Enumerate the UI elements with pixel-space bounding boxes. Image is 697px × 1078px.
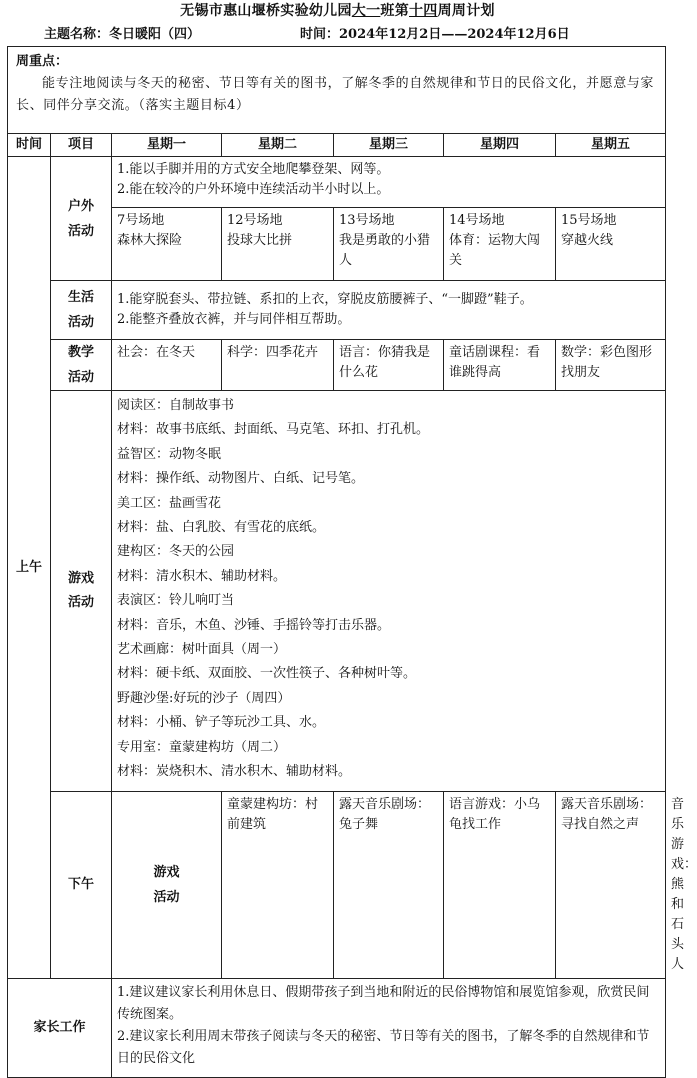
outdoor-label-2: 活动 xyxy=(67,223,94,239)
parent-row xyxy=(8,979,666,1078)
pm-game-label xyxy=(112,792,222,979)
game-activity-label xyxy=(51,391,112,792)
week-focus xyxy=(8,47,666,134)
theme-label: 主题名称： xyxy=(44,27,110,42)
pm-tuesday: 露天音乐剧场：兔子舞 xyxy=(334,792,444,979)
game-line: 阅读区：自制故事书 xyxy=(117,398,235,413)
field-number: 12号场地 xyxy=(227,213,283,228)
focus-text: 能专注地阅读与冬天的秘密、节日等有关的图书，了解冬季的自然规律和节日的民俗文化，并愿意与家长、同伴分享交流。（落实主题目标4） xyxy=(16,76,655,113)
activity-name: 体育：运物大闯关 xyxy=(449,233,541,268)
teaching-row xyxy=(8,340,666,391)
game-line: 建构区：冬天的公园 xyxy=(117,544,235,560)
life-row xyxy=(8,281,666,340)
outdoor-goal: 1.能以手脚并用的方式安全地爬攀登架、网等。 xyxy=(117,162,390,177)
header-item: 项目 xyxy=(51,134,112,157)
morning-label: 上午 xyxy=(8,157,51,979)
theme-line xyxy=(44,27,200,43)
title-suffix: 周周计划 xyxy=(437,3,495,19)
school-name: 无锡市惠山堰桥实验幼儿园 xyxy=(180,3,352,19)
pm-wednesday: 语言游戏：小乌龟找工作 xyxy=(444,792,556,979)
time-value: 2024年12月2日——2024年12月6日 xyxy=(339,27,570,42)
outdoor-tuesday xyxy=(222,208,334,281)
field-number: 14号场地 xyxy=(449,213,505,228)
game-line: 专用室：童蒙建构坊（周二） xyxy=(117,739,287,755)
header-friday: 星期五 xyxy=(556,134,666,157)
parent-line: 2.建议家长利用周末带孩子阅读与冬天的秘密、节日等有关的图书，了解冬季的自然规律和节日的民俗文化 xyxy=(117,1029,650,1066)
pm-game-label-1: 游戏 xyxy=(153,865,180,880)
header-time: 时间 xyxy=(8,134,51,157)
activity-name: 我是勇敢的小猎人 xyxy=(339,233,431,268)
life-label-1: 生活 xyxy=(67,290,94,305)
afternoon-label: 下午 xyxy=(51,792,112,979)
game-line: 材料：清水积木、辅助材料。 xyxy=(117,568,287,584)
life-label-2: 活动 xyxy=(67,315,94,330)
class-name: 大一 xyxy=(351,3,381,19)
activity-name: 穿越火线 xyxy=(561,233,614,248)
game-line: 材料：音乐，木鱼、沙锤、手摇铃等打击乐器。 xyxy=(117,617,391,633)
game-line: 益智区：动物冬眠 xyxy=(117,446,222,462)
pm-thursday: 露天音乐剧场：寻找自然之声 xyxy=(556,792,666,979)
teaching-monday: 社会：在冬天 xyxy=(112,340,222,391)
game-line: 艺术画廊：树叶面具（周一） xyxy=(117,642,287,658)
field-number: 7号场地 xyxy=(117,213,165,228)
outdoor-goals xyxy=(112,157,666,208)
outdoor-wednesday xyxy=(334,208,444,281)
life-goals xyxy=(112,281,666,340)
page-title xyxy=(0,2,675,20)
life-goal: 2.能整齐叠放衣裤，并与同伴相互帮助。 xyxy=(117,312,351,327)
weekly-plan-table xyxy=(7,46,697,1078)
time-label: 时间： xyxy=(300,27,340,42)
game-line: 材料：硬卡纸、双面胶、一次性筷子、各种树叶等。 xyxy=(117,666,417,682)
outdoor-goals-row xyxy=(8,157,666,208)
teaching-wednesday: 语言：你猜我是什么花 xyxy=(334,340,444,391)
field-number: 15号场地 xyxy=(561,213,617,228)
game-line: 表演区：铃儿响叮当 xyxy=(117,593,235,609)
header-thursday: 星期四 xyxy=(444,134,556,157)
time-line xyxy=(300,27,570,43)
game-areas xyxy=(112,391,666,792)
teaching-friday: 数学：彩色图形找朋友 xyxy=(556,340,666,391)
game-line: 材料：炭烧积木、清水积木、辅助材料。 xyxy=(117,764,352,780)
activity-name: 森林大探险 xyxy=(117,233,183,248)
game-line: 材料：盐、白乳胶、有雪花的底纸。 xyxy=(117,520,326,536)
focus-label: 周重点： xyxy=(16,54,69,69)
teaching-activity-label xyxy=(51,340,112,391)
header-row xyxy=(8,134,666,157)
game-row xyxy=(8,391,666,792)
pm-monday: 童蒙建构坊：村前建筑 xyxy=(222,792,334,979)
activity-name: 投球大比拼 xyxy=(227,233,293,248)
teaching-label-2: 活动 xyxy=(67,370,94,385)
parent-work-label: 家长工作 xyxy=(8,979,112,1078)
outdoor-label-1: 户外 xyxy=(67,198,94,214)
game-line: 材料：操作纸、动物图片、白纸、记号笔。 xyxy=(117,471,365,487)
outdoor-monday xyxy=(112,208,222,281)
teaching-thursday: 童话剧课程：看谁跳得高 xyxy=(444,340,556,391)
theme-value: 冬日暖阳（四） xyxy=(109,27,201,42)
game-line: 美工区：盐画雪花 xyxy=(117,495,222,511)
game-line: 材料：小桶、铲子等玩沙工具、水。 xyxy=(117,715,326,731)
pm-game-label-2: 活动 xyxy=(153,890,180,905)
field-number: 13号场地 xyxy=(339,213,395,228)
game-line: 材料：故事书底纸、封面纸、马克笔、环扣、打孔机。 xyxy=(117,422,430,438)
focus-row xyxy=(8,47,666,134)
teaching-tuesday: 科学：四季花卉 xyxy=(222,340,334,391)
game-line: 野趣沙堡:好玩的沙子（周四） xyxy=(117,690,291,706)
game-label-2: 活动 xyxy=(67,595,94,610)
week-number: 十四 xyxy=(409,3,438,19)
title-mid: 班第 xyxy=(380,3,409,19)
teaching-label-1: 教学 xyxy=(67,345,94,360)
life-activity-label xyxy=(51,281,112,340)
outdoor-friday xyxy=(556,208,666,281)
outdoor-activity-label xyxy=(51,157,112,281)
header-tuesday: 星期二 xyxy=(222,134,334,157)
outdoor-thursday xyxy=(444,208,556,281)
parent-work xyxy=(112,979,666,1078)
life-goal: 1.能穿脱套头、带拉链、系扣的上衣，穿脱皮筋腰裤子、“一脚蹬”鞋子。 xyxy=(117,292,533,307)
afternoon-row: 下午 游戏 活动 童蒙建构坊：村前建筑 露天音乐剧场：兔子舞 语言游戏：小乌龟找工作 露天音乐剧场：寻找自然之声 音乐游戏：熊和石头人 xyxy=(8,792,666,979)
header-wednesday: 星期三 xyxy=(334,134,444,157)
parent-line: 1.建议建议家长利用休息日、假期带孩子到当地和附近的民俗博物馆和展览馆参观，欣赏民间传统图案。 xyxy=(117,985,650,1022)
header-monday: 星期一 xyxy=(112,134,222,157)
outdoor-goal: 2.能在较冷的户外环境中连续活动半小时以上。 xyxy=(117,182,390,197)
game-label-1: 游戏 xyxy=(67,570,94,586)
